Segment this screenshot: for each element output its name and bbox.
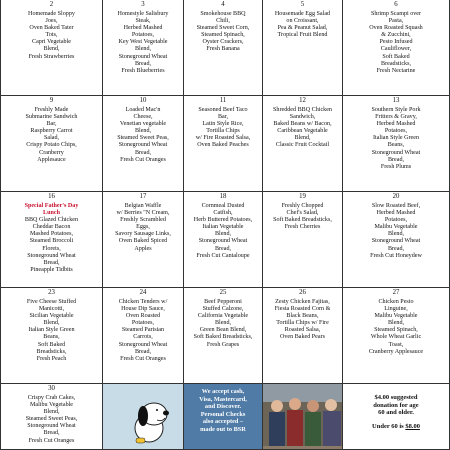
menu-item-line: Chef's Salad, [286,210,319,217]
menu-item-line: Crispy Potato Chips, [26,142,77,149]
menu-item-line: Bread, [43,430,60,437]
menu-item-line: Bread, [134,149,152,156]
menu-item-line: Steak, [135,18,151,25]
menu-item-line: Pea & Peanut Salad, [277,25,328,32]
menu-item-line: & Zucchini, [381,32,411,39]
menu-item-line: Seasoned Beef Taco [198,107,248,113]
menu-item-line: Herbed Mashed [376,210,416,217]
menu-item-line: Oven Roasted Squash [369,25,423,32]
menu-item-line: Blend, [43,409,60,416]
menu-item-line: BBQ Glazed Chicken [24,217,79,224]
day-number: 10 [139,97,147,104]
menu-item-line: Bread, [134,348,152,355]
day-cell-20 [343,192,450,288]
menu-item-line: Potatoes, [131,32,155,39]
day-number: 20 [392,193,400,200]
menu-item-line: Bread, [134,60,152,67]
menu-item-line: Apples [134,245,152,252]
menu-item-line: Submarine Sandwich [25,114,78,121]
menu-item-line: Joes, [45,18,58,25]
menu-item-line: Freshly Scrambled [120,217,166,224]
day-cell-5 [263,0,343,96]
menu-item-line: Stuffed Calzone, [202,306,244,313]
menu-item-line: Herbed Mashed [123,25,163,32]
menu-item-line: Fritters & Gravy, [375,114,417,121]
day-cell-3 [103,0,184,96]
menu-item-line: Cranberry Applesauce [368,348,424,355]
day-cell-18 [184,192,263,288]
day-cell-13 [343,96,450,192]
day-cell-27 [343,288,450,384]
donation-notice-line: donation for age [373,401,419,409]
day-number: 19 [299,193,306,200]
menu-item-line: Fiesta Roasted Corn & [274,306,331,313]
menu-item-line: Oven Baked Peaches [197,142,249,149]
menu-item-line: w/ Fire Roasted Salsa, [195,135,251,142]
menu-item-line: Cheese, [133,114,153,121]
snoopy-icon [127,398,183,444]
menu-item-line: Shrimp Scampi over [370,11,422,17]
menu-item-line: Raspberry Carrot [30,128,73,135]
day-number: 16 [48,193,55,200]
payment-notice-line: Visa, Mastercard, [199,395,247,403]
menu-item-line: Soft Baked Breadsticks, [193,334,253,341]
under-60-price-line [344,423,448,431]
menu-item-line: Loaded Mac'n [125,107,161,113]
special-event-label: Lunch [43,210,60,217]
menu-item-line: Pesto Infused [379,39,413,46]
menu-item-line: Stoneground Wheat [118,53,168,60]
day-number: 27 [392,289,400,296]
day-number: 13 [392,97,400,104]
donation-notice [343,384,450,450]
menu-item-line: Oven Roasted [125,313,161,320]
menu-item-line: Freshly Chopped [281,203,324,209]
menu-item-line: Steamed Spinach, [201,32,245,39]
menu-item-line: Blend, [43,320,60,327]
menu-item-line: Blend, [294,135,311,142]
menu-item-line: Florets, [42,245,61,252]
menu-item-line: Steamed Broccoli [29,238,74,245]
day-number: 9 [49,97,54,104]
menu-item-line: Pasta, [388,18,404,25]
menu-item-line: Cheddar Bacon [32,224,71,231]
menu-item-line: Classic Fruit Cocktail [275,142,330,149]
payment-notice-line: also accepted – [202,418,244,426]
menu-item-line: Baked Beans w/ Bacon, [273,121,332,128]
menu-item-line: Italian Vegetable [202,224,244,231]
day-cell-10 [103,96,184,192]
menu-item-line: Oven Baked Pears [279,334,325,341]
menu-item-line: Italian Style Green [28,327,75,334]
menu-item-line: Capri Vegetable [32,39,71,46]
under-60-label: Under 60 is [372,422,406,430]
menu-item-line: Chili, [216,18,230,25]
under-60-price: $8.00 [405,422,420,430]
staff-photo [263,384,343,450]
menu-item-line: Blend, [387,320,405,327]
menu-item-line: Pineapple Tidbits [30,266,73,273]
menu-item-line: Herbed Mashed [376,121,416,128]
menu-item-line: Belgian Waffle [124,203,162,209]
staff-photo-image [263,384,343,446]
menu-item-line: Southern Style Pork [371,107,421,113]
menu-item-line: Five Cheese Stuffed [26,299,77,305]
menu-item-line: Chicken Tenders w/ [118,299,168,305]
menu-item-line: Bread, [387,245,405,252]
menu-item-line: Potatoes, [384,128,408,135]
menu-item-line: Malibu Vegetable [374,313,418,320]
day-number: 6 [394,1,398,8]
menu-item-line: Cauliflower, [380,46,412,53]
menu-item-line: Beans, [387,142,405,149]
menu-item-line: Bread, [43,259,60,266]
menu-item-line: Fresh Cut Oranges [120,355,166,362]
menu-item-line: Fresh Cut Oranges [28,437,75,444]
menu-item-line: Steamed Sweet Corn, [196,25,250,32]
menu-item-line: Fresh Nectarine [376,67,416,74]
payment-notice-line: and Discover. [204,403,242,411]
menu-item-line: Smokehouse BBQ [200,11,246,17]
menu-item-line: Applesauce [37,156,66,163]
day-cell-17 [103,192,184,288]
day-number: 12 [299,97,306,104]
day-cell-12 [263,96,343,192]
payment-notice-line: We accept cash, [201,388,245,395]
menu-item-line: Potatoes, [131,320,155,327]
menu-item-line: Fresh Cut Cantaloupe [196,252,250,259]
menu-item-line: Blend, [387,231,405,238]
menu-item-line: Manicotti, [38,306,65,313]
menu-item-line: Stoneground Wheat [118,341,168,348]
donation-notice-line: 60 and older. [378,409,414,417]
menu-item-line: Homemade Sloppy [28,11,75,17]
menu-item-line: Fresh Plums [380,163,412,170]
menu-item-line: Steamed Parisian [121,327,165,334]
menu-item-line: Freshly Made [34,107,69,113]
menu-item-line: Oven Baked Tater [29,25,74,32]
menu-item-line: Blend, [134,46,152,53]
menu-item-line: Homestyle Salisbury [117,11,169,17]
menu-item-line: Bar, [217,114,229,121]
menu-item-line: Shredded BBQ Chicken [273,107,332,113]
day-cell-11 [184,96,263,192]
menu-item-line: Venetian vegetable [119,121,167,128]
day-number: 11 [219,97,227,104]
menu-item-line: Steamed Sweet Peas, [117,135,169,142]
menu-item-line: Bread, [387,156,405,163]
menu-item-line: Blend, [134,128,152,135]
menu-item-line: Soft Baked Breadsticks, [273,217,332,224]
menu-item-line: Zesty Chicken Fajitas, [275,299,330,305]
day-cell-30 [0,384,103,450]
menu-item-line: Fresh Strawberries [28,53,75,60]
menu-item-line: Key West Vegetable [118,39,168,46]
menu-item-line: Potatoes, [384,217,408,224]
menu-item-line: Stoneground Wheat [371,149,421,156]
menu-item-line: Oven Baked Spiced [118,238,168,245]
menu-item-line: Linguine, [384,306,408,313]
menu-item-line: Blend, [214,320,232,327]
menu-item-line: Stoneground Wheat [27,252,76,259]
menu-item-line: Fresh Cut Oranges [120,156,166,163]
day-cell-26 [263,288,343,384]
day-cell-16 [0,192,103,288]
menu-item-line: Cornmeal Dusted [201,203,245,209]
day-number: 23 [48,289,55,296]
menu-item-line: Slow Roasted Beef, [371,203,421,209]
day-number: 5 [300,1,305,8]
day-cell-4 [184,0,263,96]
menu-item-line: w/ Berries "N Cream, [116,210,170,217]
menu-item-line: Fresh Peach [36,355,67,362]
menu-item-line: Tortilla Chips [206,128,240,135]
day-number: 2 [49,1,54,8]
menu-item-line: Roasted Salsa, [284,327,321,334]
day-number: 26 [299,289,306,296]
menu-item-line: Stoneground Wheat [118,142,168,149]
menu-item-line: Savory Sausage Links, [115,231,171,238]
special-event-label: Special Father's Day [24,203,79,209]
menu-item-line: Green Bean Blend, [199,327,247,334]
menu-item-line: Black Beans, [286,313,319,320]
day-cell-24 [103,288,184,384]
menu-item-line: Crispy Crab Cakes, [27,395,76,401]
menu-item-line: Soft Baked [37,341,66,348]
menu-item-line: Fresh Grapes [206,341,240,348]
menu-item-line: Cranberry [39,149,64,156]
menu-item-line: Mashed Potatoes, [30,231,73,238]
menu-item-line: Eggs, [136,224,150,231]
menu-item-line: Soft Baked [382,53,410,60]
day-number: 30 [48,385,55,392]
menu-item-line: Caribbean Vegetable [277,128,328,135]
menu-item-line: Stoneground Wheat [371,238,421,245]
menu-item-line: Steamed Sweet Peas, [25,416,78,423]
menu-item-line: Tropical Fruit Blend [277,32,328,39]
day-cell-9 [0,96,103,192]
menu-item-line: Herb Buttered Potatoes, [193,217,253,224]
payment-notice-line: Personal Checks [200,410,246,418]
menu-item-line: Stoneground Wheat [27,423,76,430]
menu-item-line: Housemade Egg Salad [274,11,331,17]
menu-item-line: Malibu Vegetable [29,402,74,409]
menu-item-line: Malibu Vegetable [374,224,418,231]
payment-notice-line: made out to BSR [200,425,246,433]
menu-item-line: Chicken Pesto [378,299,414,305]
day-cell-23 [0,288,103,384]
menu-item-line: Bar, [46,121,57,128]
day-number: 4 [221,1,225,8]
menu-item-line: Sicilian Vegetable [29,313,74,320]
menu-item-line: Blend, [43,46,60,53]
menu-item-line: Carrots, [133,334,153,341]
menu-item-line: on Croissant, [286,18,319,25]
menu-item-line: Whole Wheat Garlic [370,334,422,341]
menu-item-line: Breadsticks, [381,60,411,67]
day-cell-19 [263,192,343,288]
menu-item-line: Breadsticks, [36,348,67,355]
menu-item-line: Catfish, [213,210,233,217]
day-number: 18 [219,193,227,200]
menu-item-line: Salad, [43,135,60,142]
day-cell-2 [0,0,103,96]
menu-item-line: Beef Pepperoni [204,299,242,305]
day-cell-6 [343,0,450,96]
menu-item-line: Tortilla Chips w/ Fire [276,320,329,327]
day-number: 17 [139,193,147,200]
day-cell-25 [184,288,263,384]
snoopy-illustration-cell [103,384,184,450]
menu-item-line: Stoneground Wheat [198,238,248,245]
donation-notice-line: $4.00 suggested [374,394,418,401]
day-number: 25 [219,289,227,296]
menu-item-line: House Dip Sauce, [121,306,165,313]
payment-notice [184,384,263,450]
menu-item-line: Oyster Crackers, [202,39,244,46]
menu-item-line: Latin Style Rice, [202,121,244,128]
menu-item-line: Fresh Cherries [284,224,321,231]
menu-item-line: Fresh Blueberries [121,67,165,74]
menu-item-line: Italian Style Green [372,135,420,142]
menu-item-line: Tots, [45,32,58,39]
menu-item-line: Fresh Banana [206,46,240,53]
menu-item-line: California Vegetable [197,313,249,320]
day-number: 3 [141,1,145,8]
menu-item-line: Bread, [214,245,232,252]
menu-item-line: Steamed Spinach, [374,327,418,334]
menu-item-line: Beans, [43,334,60,341]
menu-item-line: Sandwich, [289,114,316,121]
menu-item-line: Fresh Cut Honeydew [370,252,422,259]
menu-item-line: Blend, [214,231,232,238]
menu-item-line: Toast, [388,341,404,348]
day-number: 24 [139,289,147,296]
